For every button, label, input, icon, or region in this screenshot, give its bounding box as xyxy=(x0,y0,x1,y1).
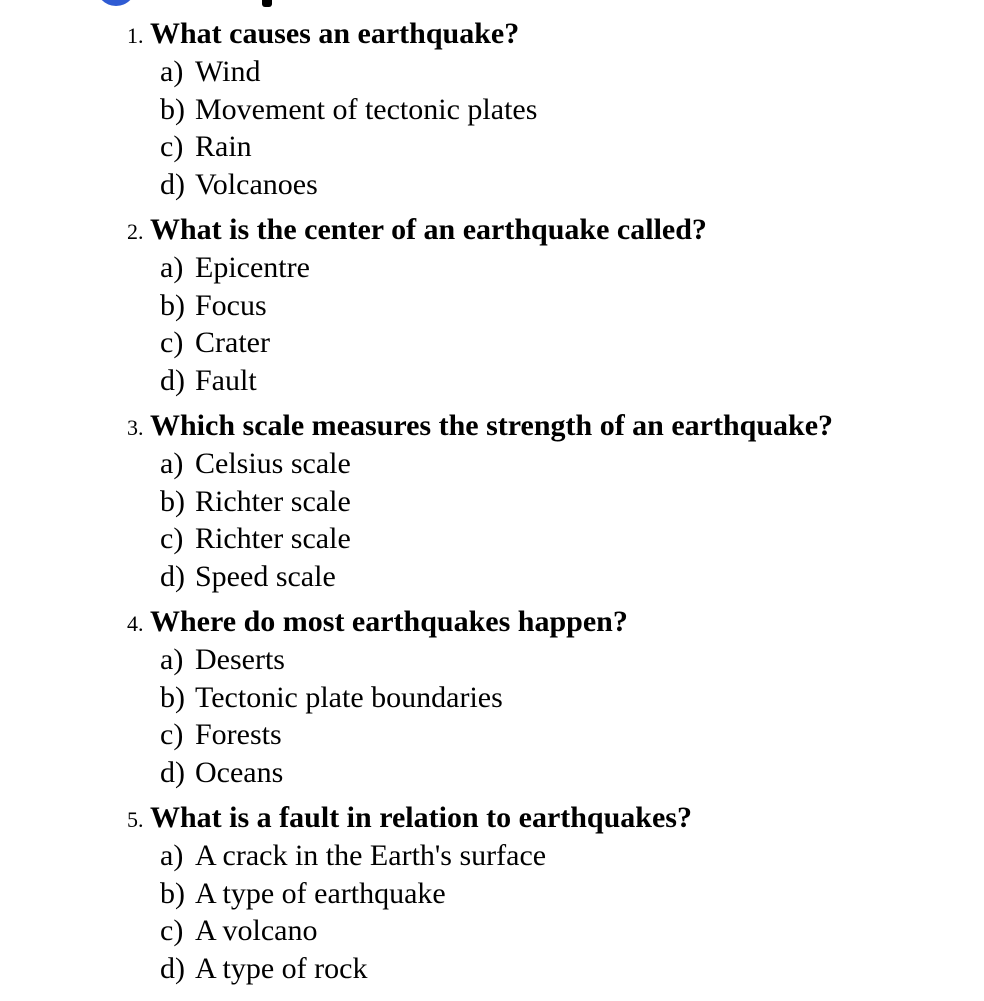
answer-option-d xyxy=(0,558,984,596)
option-letter: c) xyxy=(160,718,184,751)
option-text: A crack in the Earth's surface xyxy=(195,839,547,872)
option-text: A type of earthquake xyxy=(195,876,446,910)
option-text: Richter scale xyxy=(195,522,351,555)
answer-options xyxy=(0,641,984,791)
question-text: Which scale measures the strength of an earthquake? xyxy=(150,409,834,442)
option-text: Crater xyxy=(195,326,270,359)
question-line xyxy=(0,602,984,641)
option-letter: b) xyxy=(160,92,185,126)
answer-option-c xyxy=(0,912,984,950)
question-number: 2. xyxy=(127,219,144,244)
cropped-heading-glyph xyxy=(262,0,272,7)
option-text: A volcano xyxy=(195,914,318,947)
option-letter: d) xyxy=(160,559,185,593)
option-letter: c) xyxy=(160,914,184,947)
question-number: 5. xyxy=(127,807,144,832)
question-text: What is a fault in relation to earthquakes? xyxy=(150,801,692,834)
option-text: Fault xyxy=(195,363,257,397)
answer-option-c xyxy=(0,324,984,362)
question-3 xyxy=(0,406,984,595)
option-letter: a) xyxy=(160,447,184,480)
option-text: Volcanoes xyxy=(195,167,318,201)
answer-option-c xyxy=(0,716,984,754)
answer-option-b xyxy=(0,679,984,717)
question-text: What causes an earthquake? xyxy=(150,17,520,50)
option-text: Tectonic plate boundaries xyxy=(195,680,503,714)
answer-options xyxy=(0,249,984,399)
question-2 xyxy=(0,210,984,399)
answer-option-b xyxy=(0,287,984,325)
option-text: Speed scale xyxy=(195,559,336,593)
option-text: Celsius scale xyxy=(195,447,351,480)
option-text: Wind xyxy=(195,55,261,88)
answer-option-c xyxy=(0,520,984,558)
question-1 xyxy=(0,14,984,203)
answer-option-a xyxy=(0,249,984,287)
question-line xyxy=(0,210,984,249)
earthquake-quiz xyxy=(0,14,984,994)
option-letter: a) xyxy=(160,643,184,676)
option-text: Forests xyxy=(195,718,282,751)
question-line xyxy=(0,14,984,53)
option-letter: b) xyxy=(160,484,185,518)
option-letter: c) xyxy=(160,130,184,163)
answer-option-b xyxy=(0,875,984,913)
option-text: Deserts xyxy=(195,643,285,676)
question-line xyxy=(0,798,984,837)
option-letter: d) xyxy=(160,755,185,789)
option-text: Epicentre xyxy=(195,251,310,284)
option-letter: c) xyxy=(160,326,184,359)
answer-option-c xyxy=(0,128,984,166)
option-text: Focus xyxy=(195,288,267,322)
option-text: Movement of tectonic plates xyxy=(195,92,538,126)
answer-option-b xyxy=(0,483,984,521)
answer-option-a xyxy=(0,641,984,679)
option-text: Rain xyxy=(195,130,252,163)
option-text: A type of rock xyxy=(195,951,368,985)
answer-option-d xyxy=(0,166,984,204)
option-text: Richter scale xyxy=(195,484,351,518)
question-number: 1. xyxy=(127,23,144,48)
question-line xyxy=(0,406,984,445)
option-letter: d) xyxy=(160,363,185,397)
cropped-heading-fragment xyxy=(0,0,984,12)
question-4 xyxy=(0,602,984,791)
cropped-blue-shape xyxy=(96,0,136,6)
option-letter: d) xyxy=(160,167,185,201)
option-letter: a) xyxy=(160,55,184,88)
answer-option-d xyxy=(0,950,984,988)
answer-option-d xyxy=(0,754,984,792)
question-number: 4. xyxy=(127,611,144,636)
answer-options xyxy=(0,837,984,987)
option-letter: b) xyxy=(160,288,185,322)
option-letter: a) xyxy=(160,839,184,872)
question-text: Where do most earthquakes happen? xyxy=(150,605,628,638)
question-text: What is the center of an earthquake called? xyxy=(150,213,707,246)
question-5 xyxy=(0,798,984,987)
option-letter: a) xyxy=(160,251,184,284)
answer-option-b xyxy=(0,91,984,129)
answer-options xyxy=(0,445,984,595)
option-letter: c) xyxy=(160,522,184,555)
option-text: Oceans xyxy=(195,755,284,789)
question-number: 3. xyxy=(127,415,144,440)
option-letter: b) xyxy=(160,680,185,714)
answer-option-a xyxy=(0,837,984,875)
option-letter: b) xyxy=(160,876,185,910)
answer-option-a xyxy=(0,445,984,483)
answer-options xyxy=(0,53,984,203)
option-letter: d) xyxy=(160,951,185,985)
answer-option-d xyxy=(0,362,984,400)
answer-option-a xyxy=(0,53,984,91)
